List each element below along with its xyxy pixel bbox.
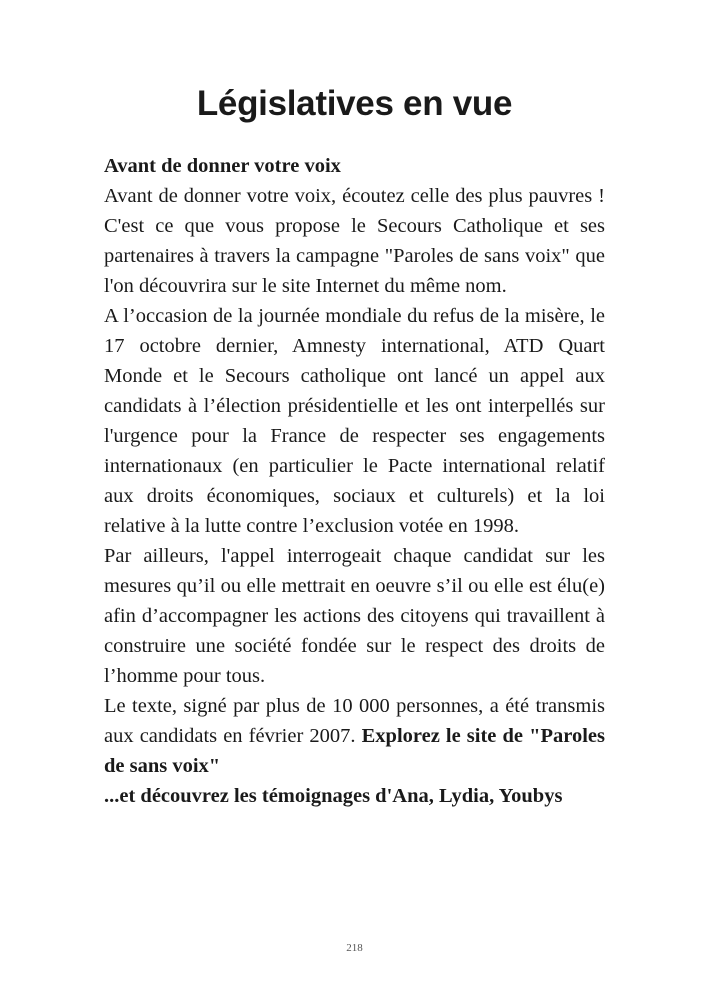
paragraph-intro: Avant de donner votre voix, écoutez celle des plus pauvres ! C'est ce que vous propose le Secours Catholique et ses partenaires à travers la campagne "Paroles de sans voix" que l'on découvrira sur le site Internet du même nom. <box>104 185 605 297</box>
section-heading: Avant de donner votre voix <box>104 155 341 177</box>
closing-line: ...et découvrez les témoignages d'Ana, Lydia, Youbys <box>104 785 563 807</box>
paragraph-occasion: A l’occasion de la journée mondiale du refus de la misère, le 17 octobre dernier, Amnesty international, ATD Quart Monde et le Secours catholique ont lancé un appel aux candidats à l’élection présidentielle et les ont interpellés sur l'urgence pour la France de respecter ses engagements internationaux (en particulier le Pacte international relatif aux droits économiques, sociaux et culturels) et la loi relative à la lutte contre l’exclusion votée en 1998. <box>104 305 605 537</box>
signed-text: Le texte, signé par plus de 10 000 personnes, a été transmis aux candidats en février 2007. <box>104 695 605 747</box>
paragraph-signed <box>104 691 605 781</box>
article-body <box>104 151 605 811</box>
page-title: Législatives en vue <box>196 84 513 123</box>
page-number: 218 <box>346 942 363 954</box>
explore-link[interactable]: Explorez le site de "Paroles de sans voix" <box>104 725 606 777</box>
paragraph-appeal: Par ailleurs, l'appel interrogeait chaque candidat sur les mesures qu’il ou elle mettrait en oeuvre s’il ou elle est élu(e) afin d’accompagner les actions des citoyens qui travaillent à construire une société fondée sur le respect des droits de l’homme pour tous. <box>104 545 605 687</box>
